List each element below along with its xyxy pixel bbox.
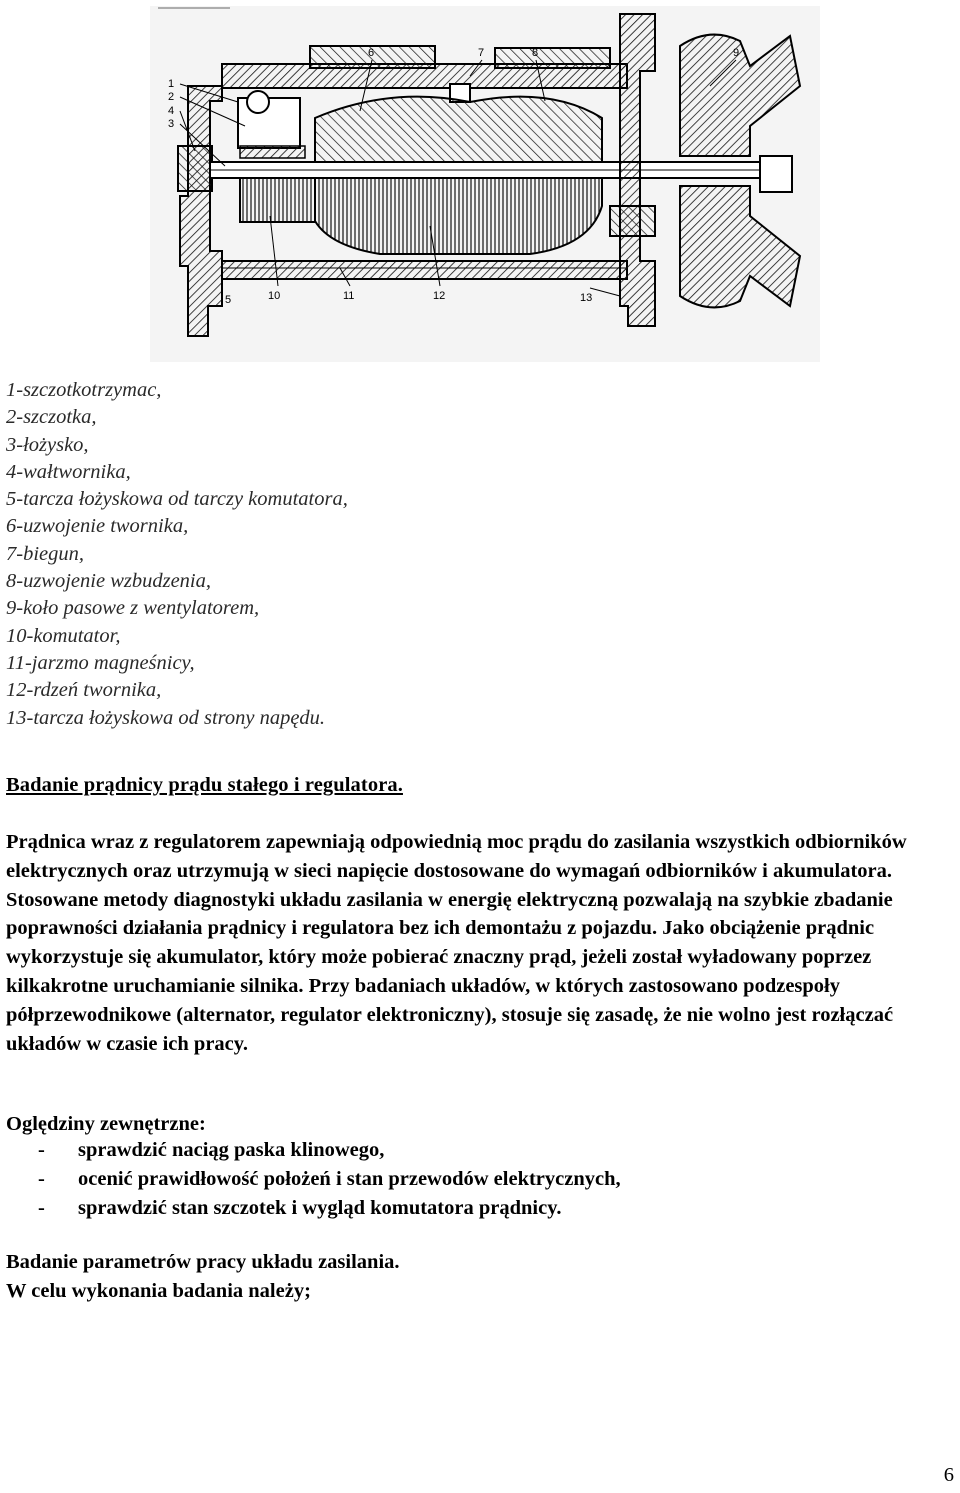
callout-1: 1 <box>168 78 175 90</box>
callout-12: 12 <box>433 290 446 302</box>
generator-cross-section-figure <box>150 6 820 362</box>
legend-item: 2-szczotka, <box>6 406 97 429</box>
paragraph-diagnostics: Stosowane metody diagnostyki układu zasilania w energię elektryczną pozwalają na szybkie zbadanie poprawności działania prądnicy i regulatora bez ich demontażu z pojazdu. Jako obciążenie prądnic wykorzystuje się akumulator, który może pobierać znaczny prąd, jeżeli został wyładowany poprzez kilkakrotne uruchamianie silnika. Przy badaniach układów, w których zastosowano podzespoły półprzewodnikowe (alternator, regulator elektroniczny), stosuje się zasadę, że nie wolno jest rozłączać układów w czasie ich pracy. <box>6 888 894 1055</box>
legend-item: 6-uzwojenie twornika, <box>6 515 189 538</box>
callout-3: 3 <box>168 118 175 130</box>
inspection-list <box>6 1136 621 1222</box>
legend-item: 8-uzwojenie wzbudzenia, <box>6 570 211 593</box>
parts-legend <box>6 377 348 732</box>
legend-item: 4-wałtwornika, <box>6 460 131 483</box>
callout-8: 8 <box>532 47 539 59</box>
body-text <box>6 828 946 1058</box>
callout-7: 7 <box>478 47 485 59</box>
callout-6: 6 <box>368 47 375 59</box>
list-item <box>6 1136 621 1165</box>
callout-5: 5 <box>225 294 232 306</box>
callout-4a: 4 <box>168 105 175 117</box>
legend-item: 9-koło pasowe z wentylatorem, <box>6 597 260 620</box>
list-item-text: sprawdzić stan szczotek i wygląd komutatora prądnicy. <box>78 1196 562 1219</box>
inspection-heading: Oględziny zewnętrzne: <box>6 1113 206 1135</box>
parameters-heading: Badanie parametrów pracy układu zasilania. <box>6 1251 400 1273</box>
list-item <box>6 1165 621 1194</box>
legend-item: 10-komutator, <box>6 624 121 647</box>
list-item <box>6 1194 621 1223</box>
bullet-dash: - <box>38 1196 45 1219</box>
list-item-text: sprawdzić naciąg paska klinowego, <box>78 1139 385 1161</box>
parameters-section <box>6 1248 400 1306</box>
section-heading: Badanie prądnicy prądu stałego i regulatora. <box>6 774 403 796</box>
callout-2: 2 <box>168 91 175 103</box>
generator-drawing <box>150 6 820 362</box>
legend-item: 13-tarcza łożyskowa od strony napędu. <box>6 706 326 729</box>
legend-item: 5-tarcza łożyskowa od tarczy komutatora, <box>6 488 348 511</box>
callout-13: 13 <box>580 292 593 304</box>
bullet-dash: - <box>38 1167 45 1190</box>
paragraph-intro: Prądnica wraz z regulatorem zapewniają odpowiednią moc prądu do zasilania wszystkich odbiorników elektrycznych oraz utrzymują w sieci napięcie dostosowane do wymagań odbiorników i akumulatora. <box>6 831 907 882</box>
legend-item: 3-łożysko, <box>6 433 89 456</box>
list-item-text: ocenić prawidłowość położeń i stan przewodów elektrycznych, <box>78 1167 621 1190</box>
legend-item: 7-biegun, <box>6 542 84 565</box>
bullet-dash: - <box>38 1139 45 1161</box>
legend-item: 1-szczotkotrzymac, <box>6 379 162 401</box>
page-number: 6 <box>943 1464 954 1486</box>
callout-11: 11 <box>343 290 355 302</box>
legend-item: 12-rdzeń twornika, <box>6 679 162 702</box>
callout-9: 9 <box>733 47 740 59</box>
parameters-intro: W celu wykonania badania należy; <box>6 1280 311 1302</box>
callout-10: 10 <box>268 290 281 302</box>
legend-item: 11-jarzmo magneśnicy, <box>6 651 195 674</box>
